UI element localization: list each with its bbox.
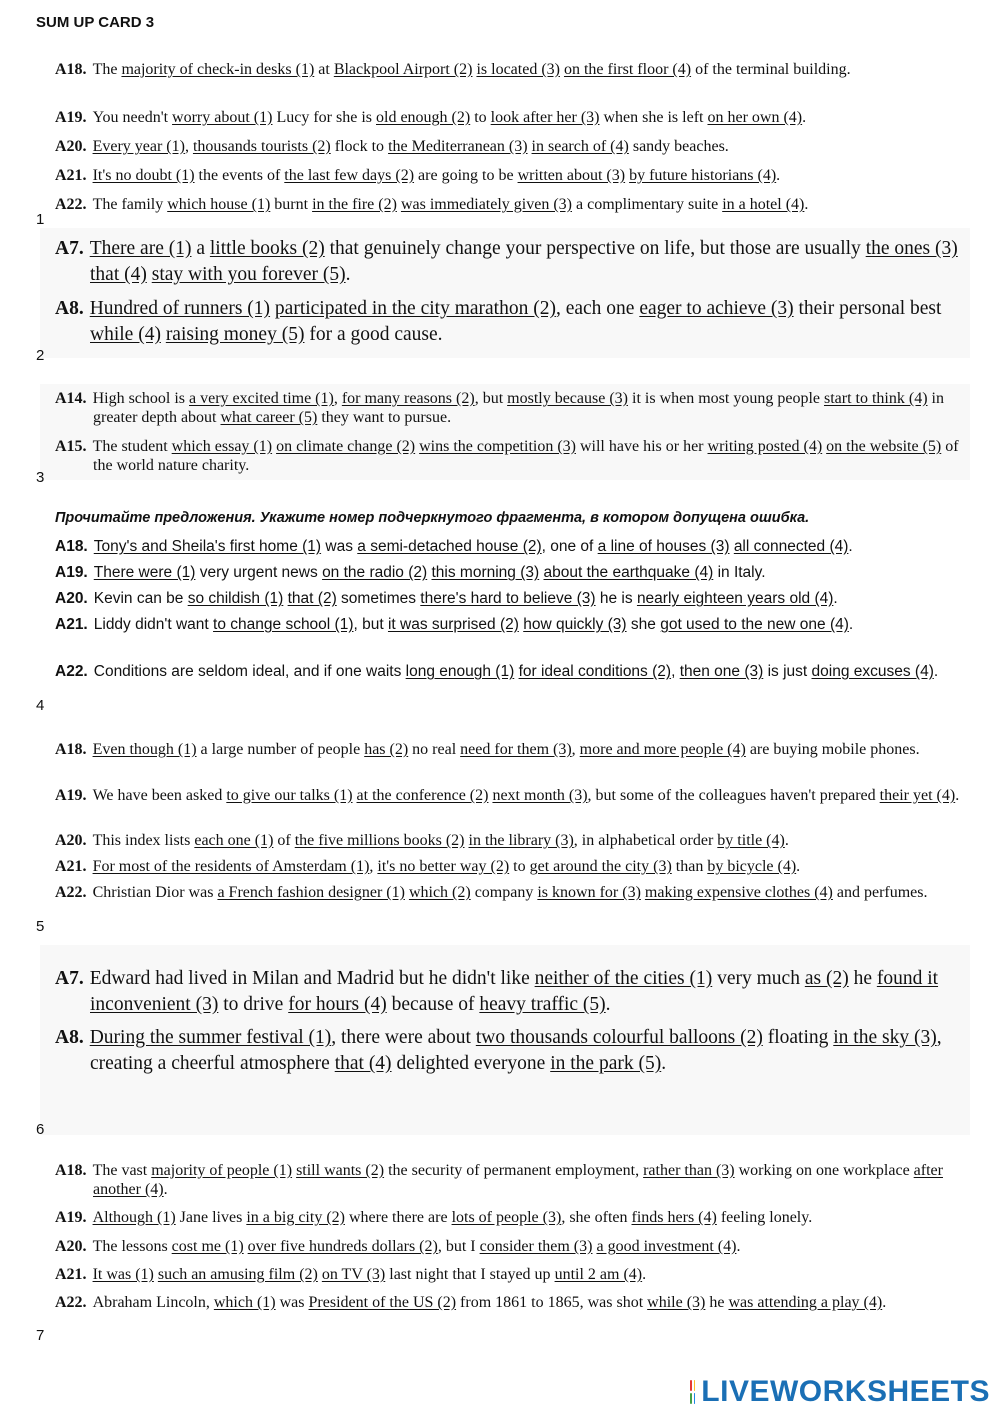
underlined-fragment: long enough (1) [405, 663, 515, 680]
logo-square [690, 1393, 692, 1404]
sentence-text: , but [353, 616, 388, 633]
sentence-text: , there were about [331, 1027, 476, 1048]
underlined-fragment: lots of people (3) [451, 1209, 562, 1226]
sentence-text: company [470, 884, 538, 901]
underlined-fragment: doing excuses (4) [811, 663, 934, 680]
question-label: A18. [55, 741, 87, 758]
question-label: A18. [55, 61, 87, 78]
sentence-text: very much [712, 968, 805, 989]
question-label: A22. [55, 884, 87, 901]
underlined-fragment: There are (1) [89, 238, 192, 259]
logo-square [694, 1380, 696, 1391]
sentence-text: . [848, 616, 854, 633]
underlined-fragment: Tony's and Sheila's first home (1) [93, 538, 322, 555]
sentence-text: working on one workplace [734, 1162, 914, 1179]
sentence-text: was [321, 538, 358, 555]
sentence-text: Christian Dior was [92, 884, 218, 901]
question [55, 236, 960, 288]
underlined-fragment: in a hotel (4) [722, 196, 805, 213]
sentence-text: The family [92, 196, 168, 213]
sentence-text: . [776, 167, 781, 184]
underlined-fragment: making expensive clothes (4) [644, 884, 833, 901]
question-label: A20. [55, 832, 87, 849]
sentence-text: . [163, 1181, 168, 1198]
underlined-fragment: on TV (3) [321, 1266, 386, 1283]
underlined-fragment: such an amusing film (2) [157, 1266, 318, 1283]
sentence-text: . [882, 1294, 887, 1311]
sentence-text: Conditions are seldom ideal, and if one waits [93, 663, 406, 680]
underlined-fragment: in the library (3) [468, 832, 574, 849]
underlined-fragment: is located (3) [476, 61, 560, 78]
underlined-fragment: the last few days (2) [284, 167, 415, 184]
sentence-text: . [848, 538, 853, 555]
sentence-text: sandy beaches. [628, 138, 729, 155]
underlined-fragment: in the fire (2) [312, 196, 397, 213]
question [55, 740, 960, 759]
sentence-text: of the terminal building. [691, 61, 851, 78]
sentence-text: sometimes [336, 590, 421, 607]
underlined-fragment: raising money (5) [165, 324, 305, 345]
underlined-fragment: a very excited time (1) [189, 390, 334, 407]
logo-square [690, 1380, 692, 1391]
underlined-fragment: writing posted (4) [707, 438, 823, 455]
sentence-text: delighted everyone [391, 1053, 551, 1074]
underlined-fragment: look after her (3) [490, 109, 600, 126]
underlined-fragment: stay with you forever (5) [151, 264, 346, 285]
underlined-fragment: their yet (4) [879, 787, 956, 804]
question-label: A18. [55, 1162, 87, 1179]
sentence-text: You needn't [92, 109, 173, 126]
question [55, 1161, 960, 1199]
underlined-fragment: need for them (3) [460, 741, 572, 758]
sentence-text: is just [763, 663, 812, 680]
underlined-fragment: consider them (3) [479, 1238, 593, 1255]
question-label: A21. [55, 167, 87, 184]
underlined-fragment: in search of (4) [531, 138, 629, 155]
sentence-text: and perfumes. [832, 884, 928, 901]
sentence-text: , in alphabetical order [573, 832, 718, 849]
underlined-fragment: that (2) [287, 590, 337, 607]
sentence-text: , creating a cheerful atmosphere [90, 1027, 942, 1074]
underlined-fragment: was attending a play (4) [728, 1294, 883, 1311]
sentence-text: Liddy didn't want [93, 616, 214, 633]
question [55, 137, 960, 157]
question [55, 883, 960, 902]
underlined-fragment: was immediately given (3) [400, 196, 572, 213]
sentence-text: The [92, 61, 122, 78]
section-number: 2 [36, 347, 45, 364]
section-number: 3 [36, 469, 45, 486]
underlined-fragment: each one (1) [194, 832, 274, 849]
underlined-fragment: two thousands colourful balloons (2) [475, 1027, 763, 1048]
sentence-text: . [833, 590, 838, 607]
underlined-fragment: written about (3) [517, 167, 626, 184]
logo-square [694, 1393, 696, 1404]
sentence-text: , but [474, 390, 508, 407]
sentence-text: . [796, 858, 801, 875]
sentence-text: a [191, 238, 210, 259]
question [55, 296, 960, 348]
underlined-fragment: finds hers (4) [631, 1209, 717, 1226]
logo-text: LIVEWORKSHEETS [701, 1375, 990, 1408]
underlined-fragment: all connected (4) [733, 538, 849, 555]
question-label: A22. [55, 1294, 87, 1311]
underlined-fragment: start to think (4) [823, 390, 928, 407]
underlined-fragment: in a big city (2) [246, 1209, 345, 1226]
question-label: A19. [55, 787, 87, 804]
question [55, 588, 960, 610]
sentence-text: their personal best [793, 298, 942, 319]
sentence-text: of [273, 832, 295, 849]
sentence-text: , [184, 138, 193, 155]
question [55, 60, 960, 80]
sentence-text: to [509, 858, 530, 875]
underlined-fragment: Blackpool Airport (2) [333, 61, 473, 78]
question [55, 437, 960, 475]
underlined-fragment: majority of people (1) [151, 1162, 293, 1179]
sentence-text: . [345, 264, 351, 285]
underlined-fragment: while (3) [647, 1294, 706, 1311]
underlined-fragment: Hundred of runners (1) [89, 298, 271, 319]
underlined-fragment: while (4) [90, 324, 161, 345]
underlined-fragment: more and more people (4) [579, 741, 746, 758]
underlined-fragment: the ones (3) [865, 238, 958, 259]
instruction: Прочитайте предложения. Укажите номер подчеркнутого фрагмента, в котором допущена ошибка. [55, 510, 810, 526]
question [55, 1265, 960, 1284]
underlined-fragment: until 2 am (4) [554, 1266, 643, 1283]
sentence-text: where there are [344, 1209, 452, 1226]
question-label: A20. [55, 138, 87, 155]
question [55, 1237, 960, 1256]
underlined-fragment: cost me (1) [171, 1238, 244, 1255]
underlined-fragment: thousands tourists (2) [192, 138, 331, 155]
sentence-text: The student [92, 438, 172, 455]
underlined-fragment: mostly because (3) [507, 390, 628, 407]
underlined-fragment: get around the city (3) [529, 858, 672, 875]
sentence-text: to drive [218, 994, 289, 1015]
underlined-fragment: for hours (4) [288, 994, 387, 1015]
sentence-text: . [804, 196, 809, 213]
sentence-text: floating [762, 1027, 834, 1048]
liveworksheets-logo[interactable] [690, 1372, 990, 1412]
underlined-fragment: this morning (3) [431, 564, 540, 581]
sentence-text: it is when most young people [628, 390, 824, 407]
sentence-text: will have his or her [575, 438, 708, 455]
underlined-fragment: how quickly (3) [523, 616, 627, 633]
underlined-fragment: is known for (3) [537, 884, 641, 901]
underlined-fragment: over five hundreds dollars (2) [247, 1238, 438, 1255]
underlined-fragment: at the conference (2) [356, 787, 489, 804]
sentence-text: The lessons [92, 1238, 172, 1255]
underlined-fragment: the five millions books (2) [294, 832, 465, 849]
underlined-fragment: by future historians (4) [629, 167, 777, 184]
underlined-fragment: on her own (4) [707, 109, 803, 126]
underlined-fragment: on the first floor (4) [563, 61, 692, 78]
sentence-text: the security of permanent employment, [384, 1162, 644, 1179]
question [55, 661, 960, 683]
underlined-fragment: rather than (3) [643, 1162, 735, 1179]
underlined-fragment: that (4) [334, 1053, 392, 1074]
underlined-fragment: as (2) [804, 968, 849, 989]
sentence-text: High school is [92, 390, 190, 407]
underlined-fragment: Every year (1) [92, 138, 185, 155]
sentence-text: . [955, 787, 960, 804]
question-label: A8. [55, 298, 84, 319]
underlined-fragment: worry about (1) [172, 109, 273, 126]
sentence-text: very urgent news [195, 564, 323, 581]
question [55, 1208, 960, 1227]
underlined-fragment: in the park (5) [550, 1053, 662, 1074]
question [55, 966, 960, 1018]
question-label: A21. [55, 616, 88, 633]
sentence-text: . [736, 1238, 741, 1255]
sentence-text: , [671, 663, 680, 680]
question [55, 195, 960, 215]
underlined-fragment: a French fashion designer (1) [217, 884, 405, 901]
sentence-text: , one of [541, 538, 598, 555]
underlined-fragment: found it inconvenient (3) [90, 968, 939, 1015]
underlined-fragment: There were (1) [93, 564, 196, 581]
question [55, 389, 960, 427]
question [55, 536, 960, 558]
sentence-text: . [784, 832, 789, 849]
question [55, 786, 960, 805]
sentence-text: he [848, 968, 877, 989]
section-number: 4 [36, 697, 45, 714]
logo-icon [690, 1380, 695, 1404]
question-label: A21. [55, 858, 87, 875]
sentence-text: . [661, 1053, 667, 1074]
sentence-text: are going to be [414, 167, 518, 184]
sentence-text: We have been asked [92, 787, 227, 804]
question-label: A19. [55, 564, 88, 581]
section-number: 1 [36, 211, 45, 228]
sentence-text: flock to [330, 138, 389, 155]
sentence-text: for a good cause. [304, 324, 443, 345]
underlined-fragment: after another (4) [93, 1162, 943, 1198]
question-label: A19. [55, 1209, 87, 1226]
question-label: A7. [55, 968, 84, 989]
sentence-text: she [626, 616, 661, 633]
sentence-text: because of [386, 994, 480, 1015]
underlined-fragment: what career (5) [220, 409, 318, 426]
page-header: SUM UP CARD 3 [36, 14, 155, 31]
underlined-fragment: got used to the new one (4) [660, 616, 849, 633]
underlined-fragment: the Mediterranean (3) [388, 138, 528, 155]
question [55, 166, 960, 186]
underlined-fragment: old enough (2) [376, 109, 471, 126]
underlined-fragment: It's no doubt (1) [92, 167, 195, 184]
sentence-text: Abraham Lincoln, [92, 1294, 214, 1311]
question [55, 108, 960, 128]
underlined-fragment: it was surprised (2) [387, 616, 519, 633]
question-label: A19. [55, 109, 87, 126]
question [55, 1025, 960, 1077]
sentence-text: , [333, 390, 342, 407]
question [55, 831, 960, 850]
underlined-fragment: which essay (1) [171, 438, 273, 455]
sentence-text: burnt [270, 196, 313, 213]
sentence-text: a large number of people [196, 741, 365, 758]
sentence-text: of the world nature charity. [93, 438, 959, 474]
sentence-text: , she often [561, 1209, 632, 1226]
sentence-text: Kevin can be [93, 590, 188, 607]
sentence-text: to [470, 109, 491, 126]
underlined-fragment: to give our talks (1) [226, 787, 353, 804]
underlined-fragment: Although (1) [92, 1209, 176, 1226]
underlined-fragment: little books (2) [209, 238, 325, 259]
sentence-text: from 1861 to 1865, was shot [456, 1294, 648, 1311]
sentence-text: no real [408, 741, 461, 758]
sentence-text: Edward had lived in Milan and Madrid but he didn't like [89, 968, 535, 989]
underlined-fragment: so childish (1) [187, 590, 284, 607]
question-label: A21. [55, 1266, 87, 1283]
underlined-fragment: wins the competition (3) [419, 438, 576, 455]
section-number: 7 [36, 1327, 45, 1344]
sentence-text: feeling lonely. [716, 1209, 813, 1226]
sentence-text: , but some of the colleagues haven't prepared [587, 787, 880, 804]
sentence-text: that genuinely change your perspective on life, but those are usually [324, 238, 866, 259]
underlined-fragment: It was (1) [92, 1266, 154, 1283]
underlined-fragment: on climate change (2) [276, 438, 416, 455]
underlined-fragment: a good investment (4) [596, 1238, 737, 1255]
underlined-fragment: still wants (2) [296, 1162, 385, 1179]
underlined-fragment: by bicycle (4) [707, 858, 797, 875]
sentence-text: he [705, 1294, 729, 1311]
question-label: A7. [55, 238, 84, 259]
underlined-fragment: by title (4) [717, 832, 785, 849]
underlined-fragment: majority of check-in desks (1) [121, 61, 315, 78]
sentence-text: in greater depth about [93, 390, 944, 426]
sentence-text: are buying mobile phones. [745, 741, 920, 758]
question [55, 614, 960, 636]
question [55, 562, 960, 584]
sentence-text: a complimentary suite [572, 196, 723, 213]
underlined-fragment: which house (1) [167, 196, 271, 213]
underlined-fragment: neither of the cities (1) [534, 968, 713, 989]
underlined-fragment: nearly eighteen years old (4) [636, 590, 834, 607]
question-label: A14. [55, 390, 87, 407]
sentence-text: . [933, 663, 939, 680]
sentence-text: Lucy for she is [272, 109, 376, 126]
underlined-fragment: about the earthquake (4) [543, 564, 714, 581]
sentence-text: This index lists [92, 832, 195, 849]
underlined-fragment: has (2) [364, 741, 409, 758]
sentence-text: when she is left [599, 109, 708, 126]
underlined-fragment: next month (3) [492, 787, 588, 804]
question-label: A8. [55, 1027, 84, 1048]
sentence-text: , [369, 858, 378, 875]
question-label: A18. [55, 538, 88, 555]
sentence-text: he is [595, 590, 637, 607]
underlined-fragment: on the website (5) [826, 438, 942, 455]
underlined-fragment: a semi-detached house (2) [357, 538, 542, 555]
sentence-text: in Italy. [713, 564, 766, 581]
underlined-fragment: there's hard to believe (3) [420, 590, 596, 607]
sentence-text: . [642, 1266, 647, 1283]
question [55, 857, 960, 876]
underlined-fragment: Even though (1) [92, 741, 197, 758]
underlined-fragment: for ideal conditions (2) [518, 663, 672, 680]
sentence-text: , each one [555, 298, 640, 319]
sentence-text: , [571, 741, 580, 758]
underlined-fragment: For most of the residents of Amsterdam (1) [92, 858, 370, 875]
question-label: A22. [55, 663, 88, 680]
underlined-fragment: for many reasons (2) [341, 390, 475, 407]
underlined-fragment: eager to achieve (3) [639, 298, 794, 319]
question-label: A15. [55, 438, 87, 455]
underlined-fragment: that (4) [90, 264, 147, 285]
sentence-text: , but I [437, 1238, 480, 1255]
section-number: 5 [36, 918, 45, 935]
section-number: 6 [36, 1121, 45, 1138]
sentence-text: was [275, 1294, 309, 1311]
sentence-text: . [802, 109, 807, 126]
underlined-fragment: participated in the city marathon (2) [274, 298, 556, 319]
underlined-fragment: which (2) [408, 884, 471, 901]
question-label: A20. [55, 590, 88, 607]
underlined-fragment: in the sky (3) [833, 1027, 937, 1048]
sentence-text: last night that I stayed up [385, 1266, 555, 1283]
underlined-fragment: heavy traffic (5) [479, 994, 606, 1015]
sentence-text: they want to pursue. [317, 409, 452, 426]
sentence-text: the events of [194, 167, 285, 184]
underlined-fragment: on the radio (2) [322, 564, 428, 581]
sentence-text: than [671, 858, 708, 875]
question [55, 1293, 960, 1312]
underlined-fragment: to change school (1) [213, 616, 354, 633]
underlined-fragment: then one (3) [679, 663, 764, 680]
underlined-fragment: which (1) [213, 1294, 276, 1311]
question-label: A20. [55, 1238, 87, 1255]
underlined-fragment: President of the US (2) [308, 1294, 457, 1311]
sentence-text: Jane lives [175, 1209, 247, 1226]
sentence-text: . [605, 994, 611, 1015]
question-label: A22. [55, 196, 87, 213]
underlined-fragment: During the summer festival (1) [89, 1027, 332, 1048]
sentence-text: The vast [92, 1162, 152, 1179]
sentence-text: at [314, 61, 334, 78]
underlined-fragment: it's no better way (2) [377, 858, 510, 875]
underlined-fragment: a line of houses (3) [597, 538, 730, 555]
